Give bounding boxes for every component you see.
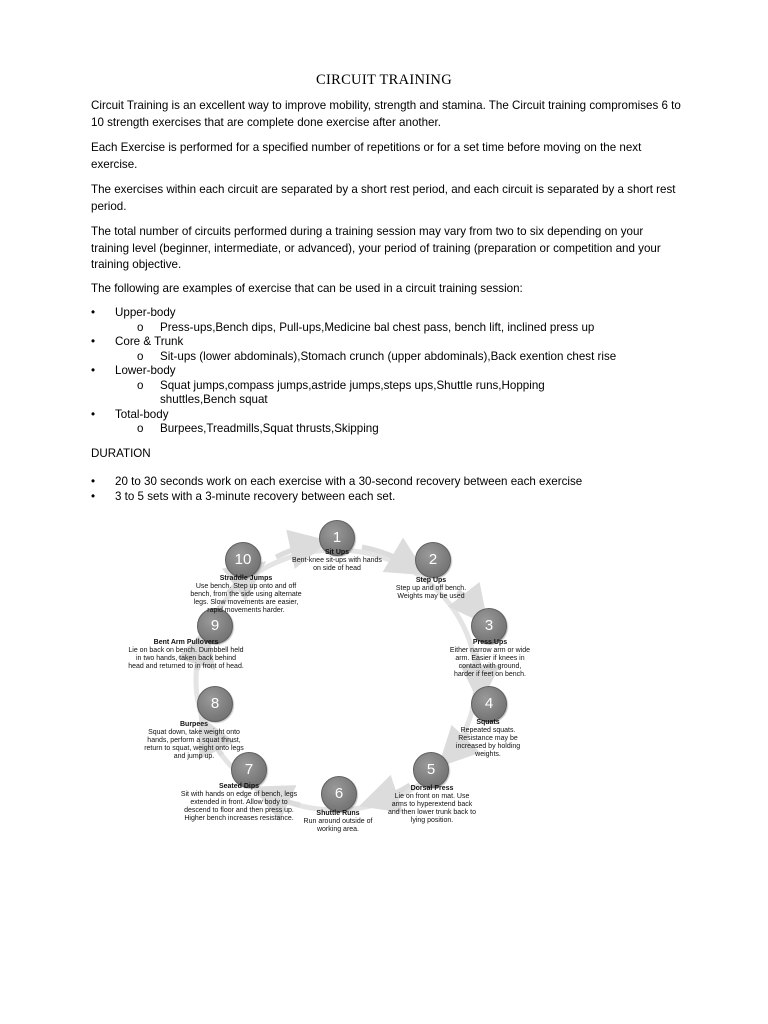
paragraph-circuit-count: The total number of circuits performed during a training session may vary from two to six depending on your training level (beginner, intermediate, or advanced), your period of training (preparation or competition and your training objective.: [91, 225, 661, 271]
station-3-caption: [448, 639, 532, 679]
list-item: [91, 408, 681, 423]
station-desc: Use bench. Step up onto and off bench, from the side using alternate legs. Slow movements are easier, rapid movements harder.: [190, 583, 302, 614]
station-4-badge: 4: [471, 686, 507, 722]
station-desc: Either narrow arm or wide arm. Easier if knees in contact with ground, harder if feet on bench.: [449, 647, 531, 678]
station-name: Burpees: [179, 721, 208, 728]
list-item: [91, 364, 681, 379]
sub-list-item: [91, 379, 681, 408]
station-1-caption: [290, 549, 384, 573]
paragraph-rest-period: The exercises within each circuit are separated by a short rest period, and each circuit is separated by a short rest period.: [91, 183, 676, 213]
group-items: Burpees,Treadmills,Squat thrusts,Skipping: [160, 422, 379, 435]
station-name: Step Ups: [415, 577, 447, 584]
circuit-diagram: [110, 515, 550, 855]
station-name: Press Ups: [472, 639, 508, 646]
sub-list-item: [91, 321, 681, 336]
station-2-badge: 2: [415, 542, 451, 578]
duration-item: 20 to 30 seconds work on each exercise with a 30-second recovery between each exercise: [115, 475, 583, 488]
station-desc: Squat down, take weight onto hands, perform a squat thrust, return to squat, weight onto legs and jump up.: [144, 729, 244, 760]
station-desc: Step up and off bench. Weights may be used: [395, 585, 467, 600]
station-6-caption: [302, 810, 374, 834]
sub-bullet-icon: o: [137, 320, 144, 334]
bullet-icon: •: [91, 490, 96, 503]
paragraph-repetitions: Each Exercise is performed for a specified number of repetitions or for a set time before moving on the next exercise.: [91, 141, 642, 171]
station-9-badge: 9: [197, 608, 233, 644]
station-name: Sit Ups: [324, 549, 350, 556]
station-5-badge: 5: [413, 752, 449, 788]
station-7-badge: 7: [231, 752, 267, 788]
group-label: Upper-body: [115, 306, 176, 319]
bullet-icon: •: [91, 335, 96, 348]
station-name: Shuttle Runs: [316, 810, 360, 817]
station-desc: Lie on back on bench. Dumbbell held in two hands, taken back behind head and returned to in front of head.: [128, 647, 244, 670]
station-6-badge: 6: [321, 776, 357, 812]
list-item: [91, 474, 681, 489]
duration-list: [91, 474, 681, 504]
station-8-caption: [138, 721, 250, 761]
station-desc: Bent-knee sit-ups with hands on side of head: [292, 557, 382, 572]
sub-list-item: [91, 350, 681, 365]
station-name: Bent Arm Pullovers: [153, 639, 219, 646]
station-5-caption: [386, 785, 478, 825]
station-desc: Repeated squats. Resistance may be increased by holding weights.: [455, 727, 521, 758]
station-2-caption: [390, 577, 472, 601]
group-label: Lower-body: [115, 364, 176, 377]
station-9-caption: [128, 639, 244, 671]
station-8-badge: 8: [197, 686, 233, 722]
group-items: Sit-ups (lower abdominals),Stomach crunch (upper abdominals),Back exention chest rise: [160, 349, 617, 363]
page-title: CIRCUIT TRAINING: [316, 72, 452, 88]
station-desc: Lie on front on mat. Use arms to hyperextend back and then lower trunk back to lying position.: [388, 793, 476, 824]
bullet-icon: •: [91, 407, 96, 421]
station-10-caption: [190, 575, 302, 615]
station-4-caption: [444, 719, 532, 759]
duration-item: 3 to 5 sets with a 3-minute recovery between each set.: [115, 490, 396, 503]
group-items: Squat jumps,compass jumps,astride jumps,steps ups,Shuttle runs,Hopping shuttles,Bench squat: [160, 378, 545, 406]
duration-heading: DURATION: [91, 447, 151, 460]
station-name: Dorsal Press: [410, 785, 454, 792]
station-name: Straddle Jumps: [219, 575, 273, 582]
bullet-icon: •: [91, 364, 96, 377]
group-label: Core & Trunk: [115, 335, 184, 348]
station-1-badge: 1: [319, 520, 355, 556]
list-item: [91, 306, 681, 321]
station-7-caption: [178, 783, 300, 823]
exercise-list: [91, 306, 681, 437]
station-3-badge: 3: [471, 608, 507, 644]
bullet-icon: •: [91, 475, 96, 488]
station-name: Squats: [476, 719, 500, 726]
sub-bullet-icon: o: [137, 422, 144, 435]
sub-bullet-icon: o: [137, 349, 144, 363]
list-item: [91, 489, 681, 504]
station-desc: Run around outside of working area.: [303, 818, 373, 833]
paragraph-examples-intro: The following are examples of exercise that can be used in a circuit training session:: [91, 282, 523, 295]
group-label: Total-body: [115, 407, 169, 421]
bullet-icon: •: [91, 306, 96, 319]
paragraph-intro: Circuit Training is an excellent way to improve mobility, strength and stamina. The Circuit training compromises 6 to 10 strength exercises that are complete done exercise after another.: [91, 99, 681, 129]
sub-bullet-icon: o: [137, 378, 144, 392]
group-items: Press-ups,Bench dips, Pull-ups,Medicine bal chest pass, bench lift, inclined press up: [160, 320, 595, 334]
station-desc: Sit with hands on edge of bench, legs extended in front. Allow body to descend to floor and then press up. Higher bench increases resistance.: [180, 791, 298, 822]
station-name: Seated Dips: [218, 783, 260, 790]
list-item: [91, 335, 681, 350]
station-10-badge: 10: [225, 542, 261, 578]
sub-list-item: [91, 422, 681, 437]
